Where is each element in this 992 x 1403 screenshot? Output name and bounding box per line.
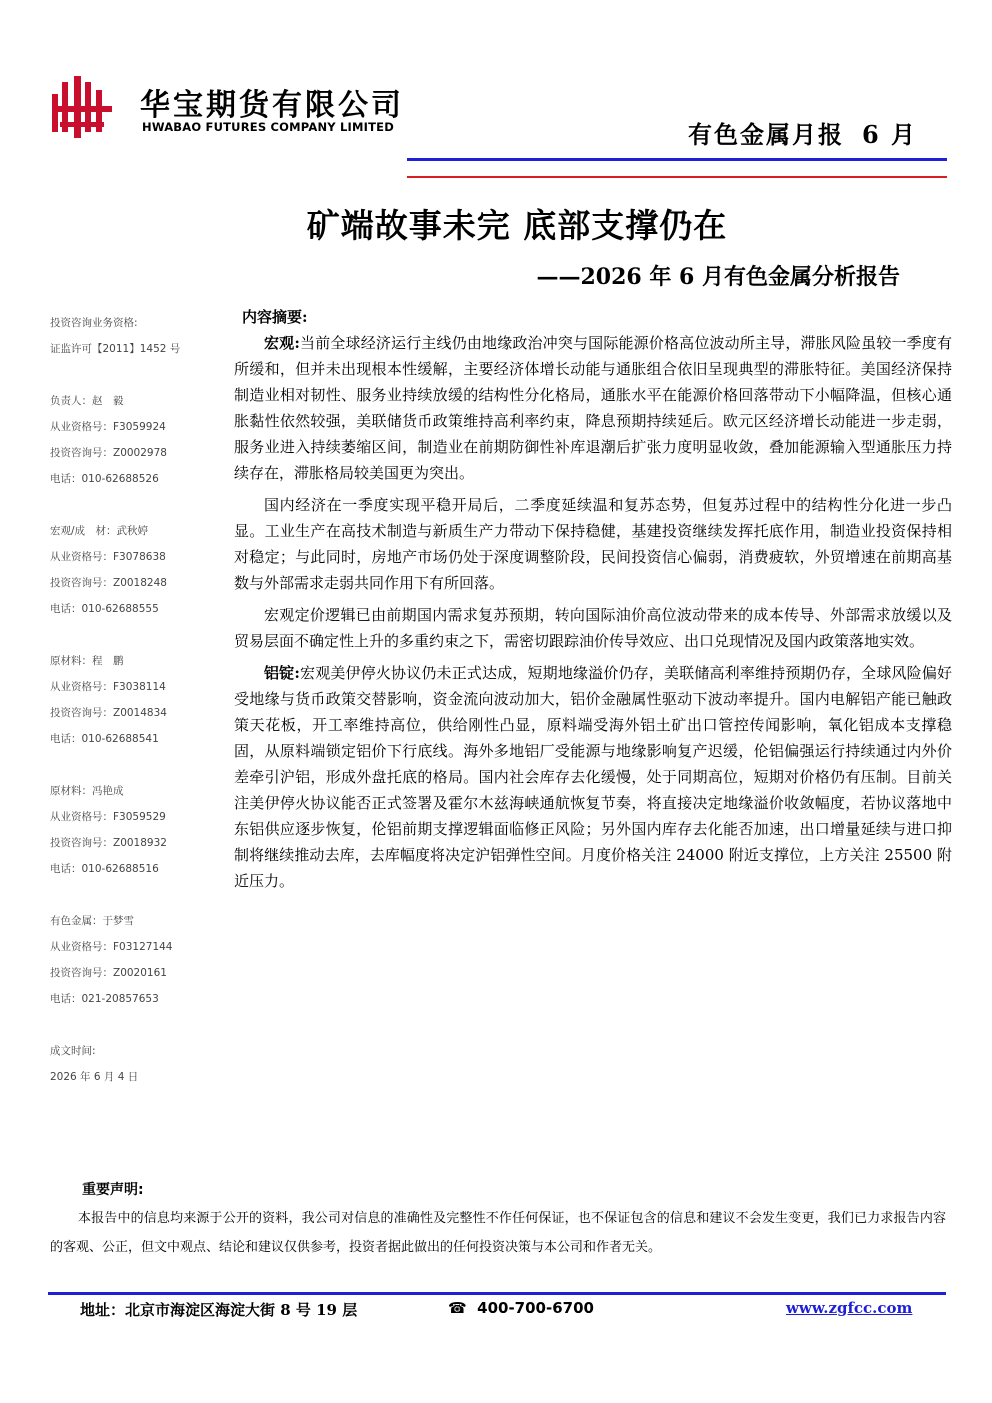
footer-address: 地址：北京市海淀区海淀大街 8 号 19 层: [80, 1301, 358, 1319]
report-month: 6 月: [862, 120, 918, 149]
analyst-role: 有色金属：于梦雪: [50, 915, 134, 927]
summary-label: 内容摘要:: [242, 308, 308, 326]
aluminum-paragraph: [234, 660, 952, 894]
analyst-consulting-number: 投资咨询号：Z0020161: [50, 967, 167, 979]
analyst-consulting-number: 投资咨询号：Z0018932: [50, 837, 167, 849]
report-subtitle: ——2026 年 6 月有色金属分析报告: [536, 264, 900, 290]
report-name: [688, 115, 917, 150]
report-body: [234, 304, 952, 900]
aluminum-text: 宏观美伊停火协议仍未正式达成，短期地缘溢价仍存，美联储高利率维持预期仍存，全球风险偏好受地缘与货币政策交替影响，资金流向波动加大，铝价金融属性驱动下波动率提升。国内电解铝产能已触政策天花板，开工率维持高位，供给刚性凸显，原料端受海外铝土矿出口管控传闻影响，氧化铝成本支撑稳固，从原料端锁定铝价下行底线。海外多地铝厂受能源与地缘影响复产迟缓，伦铝偏强运行持续通过内外价差牵引沪铝，形成外盘托底的格局。国内社会库存去化缓慢，处于同期高位，短期对价格仍有压制。目前关注美伊停火协议能否正式签署及霍尔木兹海峡通航恢复节奏，将直接决定地缘溢价收敛幅度，若协议落地中东铝供应逐步恢复，伦铝前期支撑逻辑面临修正风险；另外国内库存去化能否加速，出口增量延续与进口抑制将继续推动去库，去库幅度将决定沪铝弹性空间。月度价格关注 24000 附近支撑位，上方关注 25500 附近压力。: [234, 664, 952, 890]
phone-number: 400-700-6700: [477, 1299, 594, 1317]
analyst-role: 原材料：程 鹏: [50, 655, 124, 667]
macro-paragraph-1: [234, 330, 952, 486]
analyst-role: 原材料：冯艳成: [50, 785, 124, 797]
website-link[interactable]: www.zgfcc.com: [786, 1299, 913, 1317]
analyst-qualification: 从业资格号：F3038114: [50, 681, 166, 693]
disclaimer-title: 重要声明:: [82, 1182, 144, 1198]
report-title: 矿端故事未完 底部支撑仍在: [306, 206, 728, 245]
disclaimer-text: 本报告中的信息均来源于公开的资料，我公司对信息的准确性及完整性不作任何保证，也不保证包含的信息和建议不会发生变更，我们已力求报告内容的客观、公正，但文中观点、结论和建议仅供参考，投资者据此做出的任何投资决策与本公司和作者无关。: [50, 1211, 946, 1255]
macro-paragraph-2: 国内经济在一季度实现平稳开局后，二季度延续温和复苏态势，但复苏过程中的结构性分化进一步凸显。工业生产在高技术制造与新质生产力带动下保持稳健，基建投资继续发挥托底作用，制造业投资保持相对稳定；与此同时，房地产市场仍处于深度调整阶段，民间投资信心偏弱，消费疲软，外贸增速在前期高基数与外部需求走弱共同作用下有所回落。: [234, 496, 952, 592]
analyst-phone: 电话：010-62688516: [50, 863, 159, 875]
analyst-phone: 电话：021-20857653: [50, 993, 159, 1005]
analyst-sidebar: [50, 310, 240, 1090]
date-value: 2026 年 6 月 4 日: [50, 1071, 139, 1083]
header-divider-blue: [407, 158, 947, 161]
license-value: 证监许可【2011】1452 号: [50, 343, 181, 355]
company-logo-mark: [52, 76, 112, 138]
macro-label: 宏观:: [264, 334, 300, 352]
analyst-qualification: 从业资格号：F3059924: [50, 421, 166, 433]
footer-divider: [48, 1292, 946, 1295]
analyst-qualification: 从业资格号：F03127144: [50, 941, 173, 953]
license-label: 投资咨询业务资格:: [50, 317, 138, 329]
header-divider-red: [407, 176, 947, 178]
analyst-qualification: 从业资格号：F3078638: [50, 551, 166, 563]
company-name-cn: 华宝期货有限公司: [140, 88, 404, 123]
report-name-label: 有色金属月报: [688, 120, 844, 149]
macro-text-1: 当前全球经济运行主线仍由地缘政治冲突与国际能源价格高位波动所主导，滞胀风险虽较一季度有所缓和，但并未出现根本性缓解，主要经济体增长动能与通胀组合依旧呈现典型的滞胀特征。美国经济保持制造业相对韧性、服务业持续放缓的结构性分化格局，通胀水平在能源价格回落带动下小幅降温，但核心通胀黏性依然较强，美联储货币政策维持高利率约束，降息预期持续延后。欧元区经济增长动能进一步走弱，服务业进入持续萎缩区间，制造业在前期防御性补库退潮后扩张力度明显收敛，叠加能源输入型通胀压力持续存在，滞胀格局较美国更为突出。: [234, 334, 952, 482]
date-label: 成文时间:: [50, 1045, 96, 1057]
analyst-phone: 电话：010-62688555: [50, 603, 159, 615]
analyst-role: 负责人：赵 毅: [50, 395, 124, 407]
analyst-consulting-number: 投资咨询号：Z0014834: [50, 707, 167, 719]
analyst-consulting-number: 投资咨询号：Z0018248: [50, 577, 167, 589]
company-name-en: HWABAO FUTURES COMPANY LIMITED: [142, 120, 394, 134]
analyst-role: 宏观/成 材：武秋婷: [50, 525, 149, 537]
analyst-consulting-number: 投资咨询号：Z0002978: [50, 447, 167, 459]
phone-icon: ☎: [448, 1299, 467, 1317]
analyst-qualification: 从业资格号：F3059529: [50, 811, 166, 823]
aluminum-label: 铝锭:: [264, 664, 300, 682]
analyst-phone: 电话：010-62688541: [50, 733, 159, 745]
macro-paragraph-3: 宏观定价逻辑已由前期国内需求复苏预期，转向国际油价高位波动带来的成本传导、外部需求放缓以及贸易层面不确定性上升的多重约束之下，需密切跟踪油价传导效应、出口兑现情况及国内政策落地实效。: [234, 606, 952, 650]
footer-phone: [448, 1299, 594, 1317]
analyst-phone: 电话：010-62688526: [50, 473, 159, 485]
